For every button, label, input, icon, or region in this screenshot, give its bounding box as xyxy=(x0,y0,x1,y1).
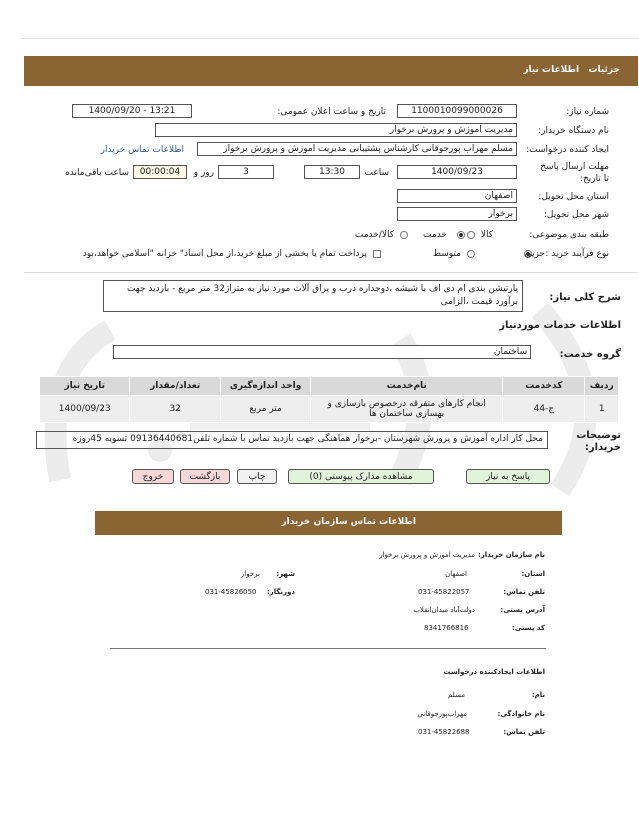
contact-postal-label: کد پستی: xyxy=(511,624,545,632)
summary-label: شرح کلی نیاز: xyxy=(549,292,621,303)
reply-button[interactable]: پاسخ به نیاز xyxy=(466,469,550,484)
contact-fax-value: 031-45826050 xyxy=(205,588,257,596)
contact-postal-value: 8341766816 xyxy=(424,624,469,632)
col-qty: تعداد/مقدار xyxy=(130,377,220,396)
header-details: جزئیات xyxy=(588,65,620,75)
contact-divider xyxy=(110,648,546,649)
cell-unit: متر مربع xyxy=(220,396,310,423)
creator-first-name-value: مسلم xyxy=(448,691,465,699)
city-label: شهر محل تحویل: xyxy=(543,210,609,220)
category-option-service: خدمت xyxy=(423,230,447,240)
col-code: کدخدمت xyxy=(503,377,585,396)
category-option-goods: کالا xyxy=(480,230,493,240)
contact-city-value: برخوار xyxy=(240,570,260,578)
process-option-medium: متوسط xyxy=(432,249,461,259)
exit-button[interactable]: خروج xyxy=(132,469,174,484)
buyer-notes-label: توضیحات خریدار: xyxy=(576,430,621,453)
section-divider xyxy=(24,272,638,273)
cell-row: 1 xyxy=(585,396,619,423)
print-button[interactable]: چاپ xyxy=(237,469,277,484)
contact-address-label: آدرس پستی: xyxy=(500,606,545,614)
contact-phone-value: 031-45822057 xyxy=(418,588,470,596)
process-option-minor: جزیی xyxy=(524,249,545,259)
creator-section-title: اطلاعات ایجادکننده درخواست xyxy=(443,668,545,676)
service-group-field: ساختمان xyxy=(113,345,531,359)
back-button[interactable]: بازگشت xyxy=(180,469,230,484)
table-row xyxy=(40,396,619,423)
contact-header xyxy=(95,511,562,535)
need-number-label: شماره نیاز: xyxy=(566,107,609,117)
province-field: اصفهان xyxy=(397,189,517,203)
deadline-date-field: 1400/09/23 xyxy=(397,165,517,179)
category-radio-service[interactable] xyxy=(457,231,465,239)
announce-label: تاریخ و ساعت اعلان عمومی: xyxy=(277,107,386,117)
col-name: نام‌خدمت xyxy=(311,377,503,396)
table-header-row xyxy=(40,377,619,396)
deadline-time-label: ساعت xyxy=(364,168,389,178)
remaining-time-field: 00:00:04 xyxy=(133,165,187,179)
buyer-org-label: نام دستگاه خریدار: xyxy=(538,126,609,136)
category-radio-goods-service[interactable] xyxy=(400,231,408,239)
header-title xyxy=(523,65,620,75)
contact-province-label: استان: xyxy=(521,570,545,578)
col-unit: واحد اندازه‌گیری xyxy=(220,377,310,396)
buyer-contact-link[interactable]: اطلاعات تماس خریدار xyxy=(100,145,184,155)
category-label: طبقه بندی موضوعی: xyxy=(529,230,609,240)
cell-name: انجام کارهای متفرقه درخصوص بازسازی و بهسازی ساختمان ها xyxy=(311,396,503,423)
contact-org-label: نام سازمان خریدار: xyxy=(477,551,545,559)
cell-code: ج-44 xyxy=(503,396,585,423)
service-group-label: گروه خدمت: xyxy=(559,349,621,360)
page-header xyxy=(24,56,638,86)
days-label: روز و xyxy=(193,168,214,178)
process-label: نوع فرآیند خرید : xyxy=(545,249,609,259)
creator-phone-value: 031-45822688 xyxy=(418,728,470,736)
creator-phone-label: تلفن تماس: xyxy=(503,728,545,736)
services-section-title: اطلاعات خدمات موردنیاز xyxy=(499,320,621,331)
announce-field: 1400/09/20 - 13:21 xyxy=(72,104,192,118)
days-field: 3 xyxy=(218,165,274,179)
city-field: برخوار xyxy=(397,207,517,221)
process-radio-medium[interactable] xyxy=(467,250,475,258)
col-row: ردیف xyxy=(585,377,619,396)
contact-address-value: دولت‌آباد میدان‌انقلاب xyxy=(413,606,475,614)
buyer-notes-text: محل کار اداره آموزش و پرورش شهرستان -برخوار هماهنگی جهت بازدید تماس با شماره تلفن09136440681 تسویه 45روزه xyxy=(36,431,548,449)
cell-date: 1400/09/23 xyxy=(40,396,130,423)
cell-qty: 32 xyxy=(130,396,220,423)
deadline-time-field: 13:30 xyxy=(304,165,360,179)
creator-last-name-value: مهراب‌پورجوقانی xyxy=(417,710,467,718)
contact-phone-label: تلفن تماس: xyxy=(503,588,545,596)
need-number-field: 1100010099000026 xyxy=(397,104,517,118)
contact-title: اطلاعات تماس سازمان خریدار xyxy=(281,517,416,527)
header-info: اطلاعات نیاز xyxy=(523,65,580,75)
buyer-org-field: مدیریت اموزش و پرورش برخوار xyxy=(155,123,517,137)
contact-province-value: اصفهان xyxy=(445,570,467,578)
col-date: تاریخ نیاز xyxy=(40,377,130,396)
services-table xyxy=(39,376,619,423)
category-option-goods-service: کالا/خدمت xyxy=(354,230,394,240)
province-label: استان محل تحویل: xyxy=(538,192,609,202)
contact-fax-label: دورنگار: xyxy=(266,588,295,596)
creator-first-name-label: نام: xyxy=(531,691,545,699)
contact-org-value: مدیریت اموزش و پرورش برخوار xyxy=(379,551,475,559)
contact-city-label: شهر: xyxy=(276,570,295,578)
payment-text: پرداخت تمام یا بخشی از مبلغ خرید،از محل اسناد" خزانه "اسلامی خواهد،بود xyxy=(82,249,367,259)
deadline-label: مهلت ارسال پاسخ تا تاریخ: xyxy=(540,162,609,184)
creator-label: ایجاد کننده درخواست: xyxy=(526,145,609,155)
summary-text: پارتیشن بندی ام دی اف با شیشه ،دوجداره درب و یراق آلات مورد نیاز به متراژ32 متر مربع - بازدید جهت برآورد قیمت ،الزامی xyxy=(103,280,523,312)
attachments-button[interactable]: مشاهده مدارک پیوستی (0) xyxy=(288,469,434,484)
category-radio-goods[interactable] xyxy=(467,231,475,239)
creator-last-name-label: نام خانوادگی: xyxy=(497,710,545,718)
top-divider xyxy=(22,38,639,39)
remaining-label: ساعت باقی‌مانده xyxy=(65,168,129,178)
payment-checkbox[interactable] xyxy=(373,250,381,258)
creator-field: مسلم مهراب پورجوقانی کارشناس پشتیبانی مدیریت اموزش و پرورش برخوار xyxy=(197,142,517,156)
